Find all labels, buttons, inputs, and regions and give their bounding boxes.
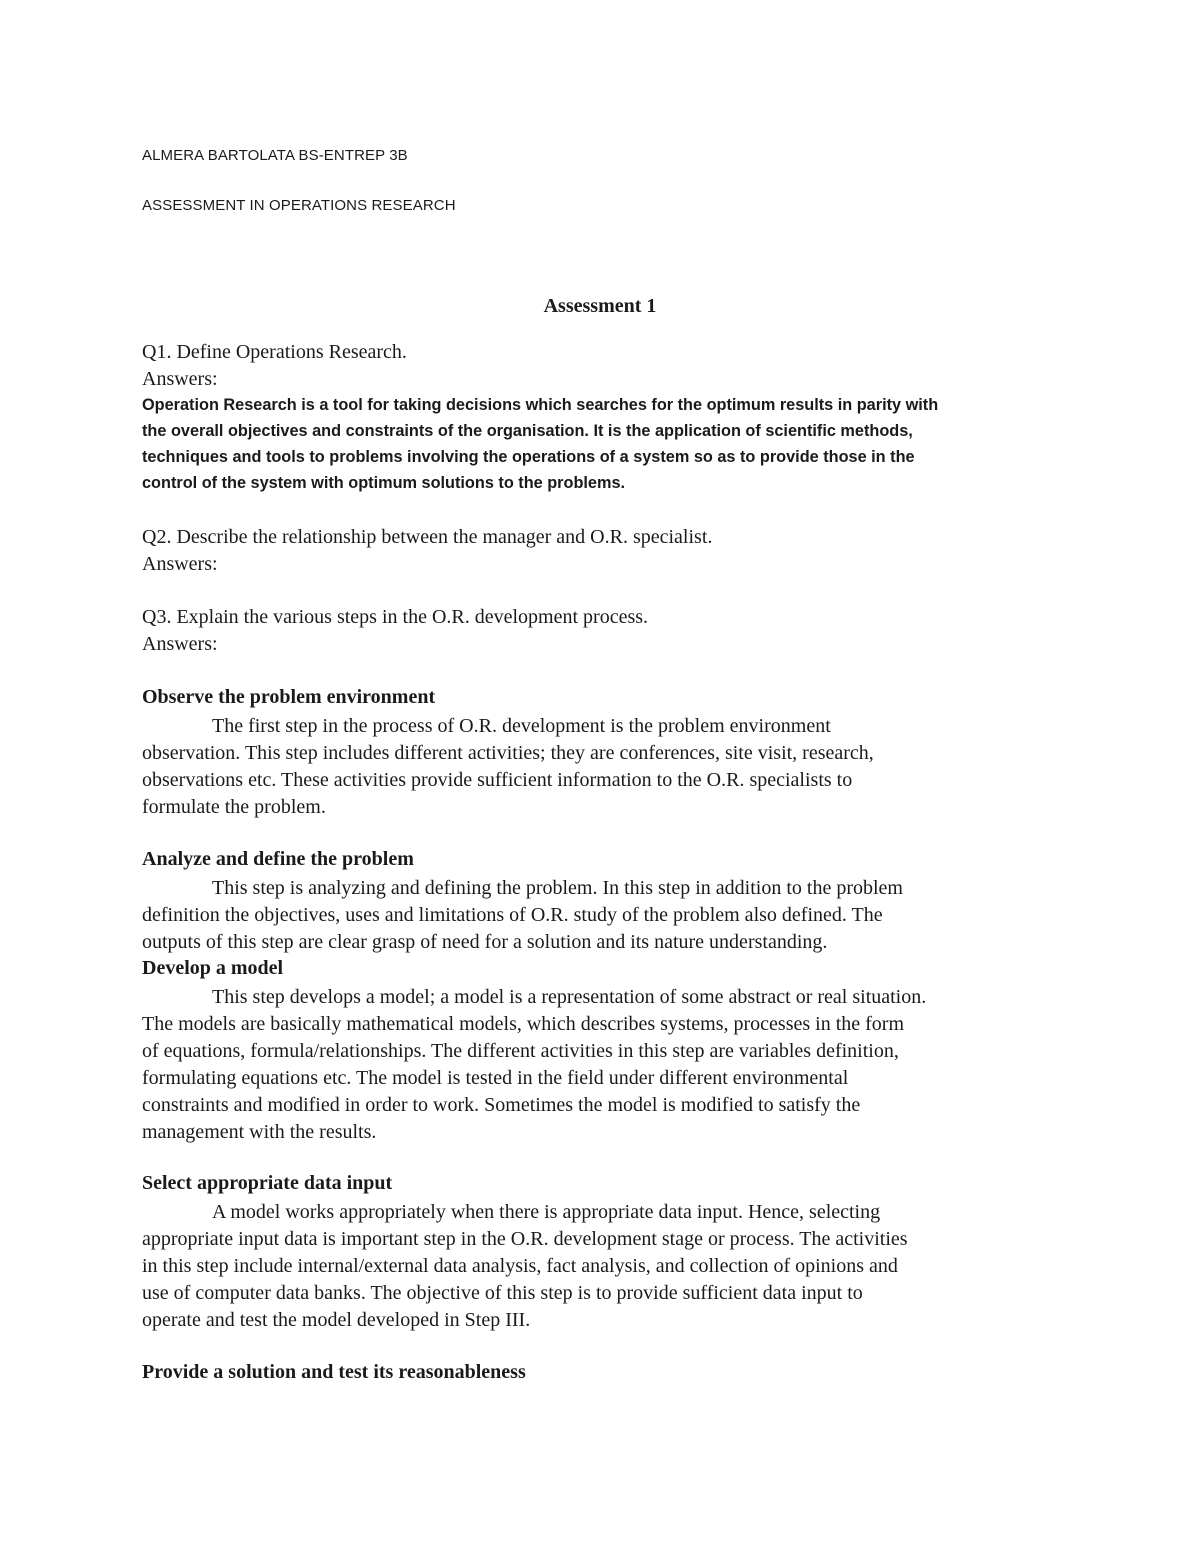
answers-label-1: Answers: — [142, 368, 218, 390]
step-line: formulating equations etc. The model is tested in the field under different environmental — [142, 1067, 849, 1089]
step-line: This step is analyzing and defining the problem. In this step in addition to the problem — [212, 877, 903, 899]
step-heading-solution: Provide a solution and test its reasonableness — [142, 1361, 526, 1383]
step-line: management with the results. — [142, 1121, 377, 1143]
step-body-model — [142, 984, 1062, 1146]
step-line: The first step in the process of O.R. development is the problem environment — [212, 715, 831, 737]
question-3-block — [142, 604, 1062, 658]
step-line: This step develops a model; a model is a representation of some abstract or real situation. — [212, 986, 927, 1008]
question-1: Q1. Define Operations Research. — [142, 341, 407, 363]
answers-label-2: Answers: — [142, 553, 218, 575]
course-line: ASSESSMENT IN OPERATIONS RESEARCH — [142, 197, 456, 214]
answer-line: techniques and tools to problems involving the operations of a system so as to provide those in the — [142, 448, 915, 466]
step-body-analyze — [142, 875, 1062, 956]
step-heading-model: Develop a model — [142, 957, 284, 979]
step-heading-observe: Observe the problem environment — [142, 686, 436, 708]
step-heading-data-input: Select appropriate data input — [142, 1172, 393, 1194]
step-line: operate and test the model developed in Step III. — [142, 1309, 531, 1331]
step-line: constraints and modified in order to work. Sometimes the model is modified to satisfy the — [142, 1094, 861, 1116]
step-line: use of computer data banks. The objective of this step is to provide sufficient data input to — [142, 1282, 863, 1304]
step-heading-analyze: Analyze and define the problem — [142, 848, 414, 870]
question-1-block — [142, 339, 1062, 393]
question-2: Q2. Describe the relationship between the manager and O.R. specialist. — [142, 526, 713, 548]
page-title: Assessment 1 — [543, 295, 657, 317]
step-line: in this step include internal/external data analysis, fact analysis, and collection of opinions and — [142, 1255, 898, 1277]
question-2-block — [142, 524, 1062, 578]
step-body-observe — [142, 713, 1062, 821]
answer-line: the overall objectives and constraints of the organisation. It is the application of scientific methods, — [142, 422, 913, 440]
question-1-answer — [142, 392, 1052, 496]
answer-line: Operation Research is a tool for taking decisions which searches for the optimum results in parity with — [142, 396, 939, 414]
answer-line: control of the system with optimum solutions to the problems. — [142, 474, 626, 492]
question-3: Q3. Explain the various steps in the O.R. development process. — [142, 606, 649, 628]
step-line: formulate the problem. — [142, 796, 326, 818]
step-body-data-input — [142, 1199, 1062, 1334]
step-line: of equations, formula/relationships. The different activities in this step are variables definition, — [142, 1040, 899, 1062]
step-line: The models are basically mathematical models, which describes systems, processes in the form — [142, 1013, 905, 1035]
step-line: A model works appropriately when there is appropriate data input. Hence, selecting — [212, 1201, 881, 1223]
step-line: appropriate input data is important step in the O.R. development stage or process. The activities — [142, 1228, 908, 1250]
step-line: outputs of this step are clear grasp of need for a solution and its nature understanding. — [142, 931, 828, 953]
step-line: definition the objectives, uses and limitations of O.R. study of the problem also defined. The — [142, 904, 883, 926]
step-line: observations etc. These activities provide sufficient information to the O.R. specialists to — [142, 769, 853, 791]
author-line: ALMERA BARTOLATA BS-ENTREP 3B — [142, 147, 408, 164]
answers-label-3: Answers: — [142, 633, 218, 655]
step-line: observation. This step includes different activities; they are conferences, site visit, research, — [142, 742, 874, 764]
